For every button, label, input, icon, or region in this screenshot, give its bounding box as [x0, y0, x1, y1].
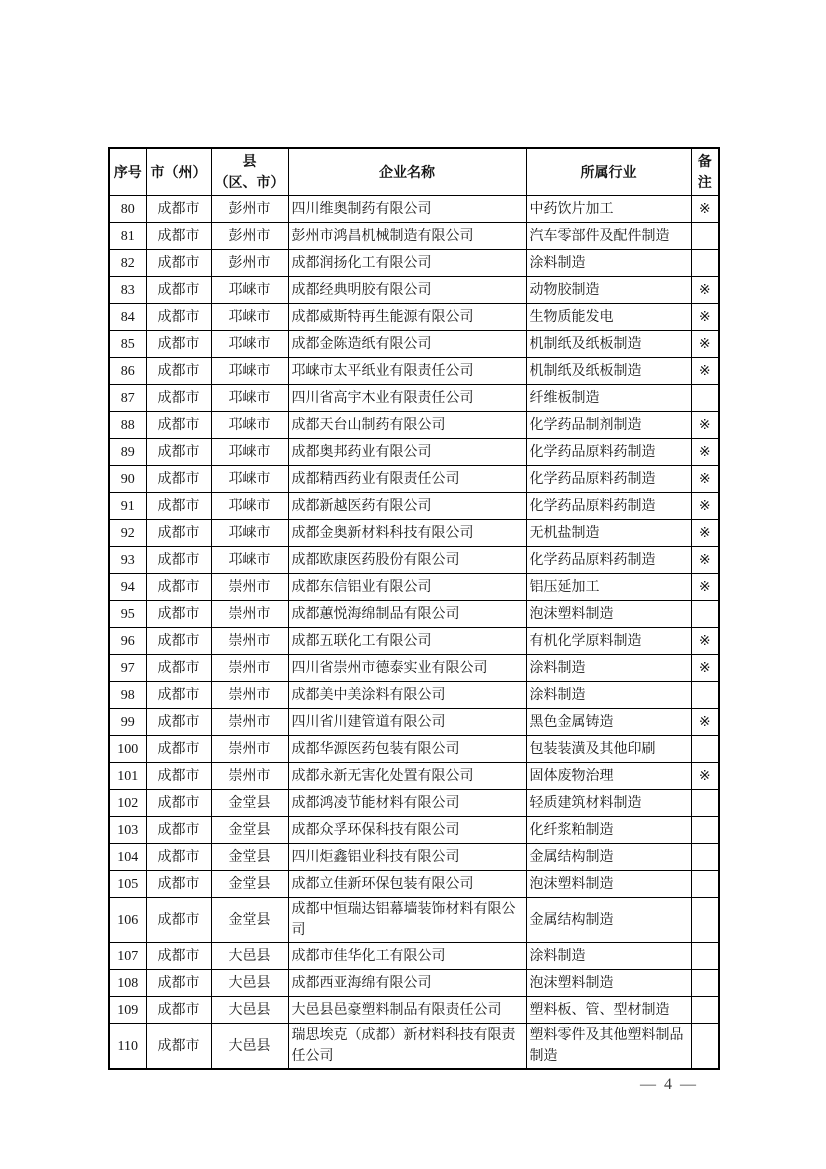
cell-city: 成都市 [146, 196, 211, 223]
cell-remark: ※ [691, 412, 719, 439]
cell-industry: 无机盐制造 [526, 520, 691, 547]
cell-city: 成都市 [146, 970, 211, 997]
table-row [109, 304, 719, 331]
header-col-remark: 备注 [691, 148, 719, 196]
cell-company: 成都润扬化工有限公司 [288, 250, 526, 277]
cell-index: 85 [109, 331, 146, 358]
cell-remark: ※ [691, 466, 719, 493]
cell-city: 成都市 [146, 466, 211, 493]
cell-index: 96 [109, 628, 146, 655]
cell-county: 邛崃市 [211, 304, 288, 331]
cell-index: 87 [109, 385, 146, 412]
cell-industry: 机制纸及纸板制造 [526, 358, 691, 385]
cell-city: 成都市 [146, 790, 211, 817]
cell-county: 彭州市 [211, 250, 288, 277]
cell-index: 97 [109, 655, 146, 682]
cell-company: 彭州市鸿昌机械制造有限公司 [288, 223, 526, 250]
cell-county: 大邑县 [211, 997, 288, 1024]
table-row [109, 574, 719, 601]
company-table-header [109, 148, 719, 196]
cell-county: 邛崃市 [211, 439, 288, 466]
cell-remark: ※ [691, 520, 719, 547]
cell-city: 成都市 [146, 943, 211, 970]
cell-county: 邛崃市 [211, 412, 288, 439]
cell-remark: ※ [691, 304, 719, 331]
cell-remark [691, 1024, 719, 1070]
header-col-county [211, 148, 288, 196]
cell-industry: 涂料制造 [526, 655, 691, 682]
cell-remark: ※ [691, 763, 719, 790]
cell-county: 崇州市 [211, 709, 288, 736]
header-col-index: 序号 [109, 148, 146, 196]
cell-company: 成都奥邦药业有限公司 [288, 439, 526, 466]
cell-remark: ※ [691, 331, 719, 358]
cell-index: 101 [109, 763, 146, 790]
cell-county: 彭州市 [211, 223, 288, 250]
cell-city: 成都市 [146, 385, 211, 412]
cell-county: 金堂县 [211, 844, 288, 871]
cell-index: 100 [109, 736, 146, 763]
cell-index: 103 [109, 817, 146, 844]
cell-remark [691, 601, 719, 628]
table-row [109, 493, 719, 520]
cell-industry: 涂料制造 [526, 250, 691, 277]
table-row [109, 790, 719, 817]
cell-remark [691, 943, 719, 970]
cell-company: 成都华源医药包装有限公司 [288, 736, 526, 763]
cell-company: 成都欧康医药股份有限公司 [288, 547, 526, 574]
cell-industry: 塑料零件及其他塑料制品制造 [526, 1024, 691, 1070]
cell-industry: 铝压延加工 [526, 574, 691, 601]
cell-remark [691, 385, 719, 412]
cell-county: 彭州市 [211, 196, 288, 223]
cell-remark: ※ [691, 277, 719, 304]
cell-company: 四川维奥制药有限公司 [288, 196, 526, 223]
cell-company: 成都精西药业有限责任公司 [288, 466, 526, 493]
cell-index: 88 [109, 412, 146, 439]
page-number: — 4 — [640, 1076, 698, 1093]
cell-company: 成都立佳新环保包装有限公司 [288, 871, 526, 898]
table-row [109, 223, 719, 250]
cell-city: 成都市 [146, 574, 211, 601]
cell-remark: ※ [691, 358, 719, 385]
cell-company: 四川省崇州市德泰实业有限公司 [288, 655, 526, 682]
cell-county: 大邑县 [211, 970, 288, 997]
cell-city: 成都市 [146, 682, 211, 709]
table-row [109, 736, 719, 763]
cell-remark [691, 817, 719, 844]
cell-company: 成都鸿凌节能材料有限公司 [288, 790, 526, 817]
cell-industry: 金属结构制造 [526, 898, 691, 943]
cell-industry: 涂料制造 [526, 943, 691, 970]
cell-industry: 机制纸及纸板制造 [526, 331, 691, 358]
cell-city: 成都市 [146, 628, 211, 655]
cell-industry: 化纤浆粕制造 [526, 817, 691, 844]
cell-company: 成都中恒瑞达铝幕墙装饰材料有限公司 [288, 898, 526, 943]
cell-city: 成都市 [146, 439, 211, 466]
cell-city: 成都市 [146, 763, 211, 790]
cell-index: 109 [109, 997, 146, 1024]
cell-remark [691, 898, 719, 943]
cell-company: 四川省川建管道有限公司 [288, 709, 526, 736]
table-row [109, 844, 719, 871]
cell-remark: ※ [691, 709, 719, 736]
cell-index: 80 [109, 196, 146, 223]
table-row [109, 817, 719, 844]
cell-company: 邛崃市太平纸业有限责任公司 [288, 358, 526, 385]
cell-remark [691, 250, 719, 277]
table-row [109, 358, 719, 385]
table-row [109, 628, 719, 655]
cell-remark: ※ [691, 439, 719, 466]
cell-company: 成都美中美涂料有限公司 [288, 682, 526, 709]
cell-industry: 汽车零部件及配件制造 [526, 223, 691, 250]
cell-city: 成都市 [146, 601, 211, 628]
cell-index: 107 [109, 943, 146, 970]
cell-city: 成都市 [146, 223, 211, 250]
cell-company: 成都市佳华化工有限公司 [288, 943, 526, 970]
cell-industry: 中药饮片加工 [526, 196, 691, 223]
cell-remark: ※ [691, 547, 719, 574]
table-row [109, 601, 719, 628]
cell-index: 91 [109, 493, 146, 520]
cell-remark: ※ [691, 628, 719, 655]
cell-index: 110 [109, 1024, 146, 1070]
cell-county: 邛崃市 [211, 493, 288, 520]
cell-city: 成都市 [146, 412, 211, 439]
cell-industry: 泡沫塑料制造 [526, 601, 691, 628]
cell-company: 瑞思埃克（成都）新材料科技有限责任公司 [288, 1024, 526, 1070]
cell-index: 89 [109, 439, 146, 466]
cell-index: 108 [109, 970, 146, 997]
cell-city: 成都市 [146, 844, 211, 871]
cell-index: 93 [109, 547, 146, 574]
cell-company: 成都金陈造纸有限公司 [288, 331, 526, 358]
cell-industry: 生物质能发电 [526, 304, 691, 331]
cell-remark: ※ [691, 574, 719, 601]
table-row [109, 871, 719, 898]
table-row [109, 331, 719, 358]
header-row [109, 148, 719, 196]
cell-index: 84 [109, 304, 146, 331]
cell-company: 成都威斯特再生能源有限公司 [288, 304, 526, 331]
cell-county: 邛崃市 [211, 547, 288, 574]
cell-city: 成都市 [146, 520, 211, 547]
header-col-industry: 所属行业 [526, 148, 691, 196]
cell-industry: 纤维板制造 [526, 385, 691, 412]
cell-company: 四川省高宇木业有限责任公司 [288, 385, 526, 412]
header-col-county-line1: 县 [242, 153, 257, 169]
cell-city: 成都市 [146, 304, 211, 331]
cell-city: 成都市 [146, 277, 211, 304]
cell-county: 崇州市 [211, 736, 288, 763]
cell-city: 成都市 [146, 871, 211, 898]
cell-city: 成都市 [146, 250, 211, 277]
cell-city: 成都市 [146, 709, 211, 736]
cell-industry: 包装装潢及其他印刷 [526, 736, 691, 763]
cell-index: 94 [109, 574, 146, 601]
cell-city: 成都市 [146, 736, 211, 763]
cell-industry: 黑色金属铸造 [526, 709, 691, 736]
cell-index: 102 [109, 790, 146, 817]
cell-county: 崇州市 [211, 655, 288, 682]
cell-county: 金堂县 [211, 898, 288, 943]
cell-county: 崇州市 [211, 682, 288, 709]
cell-county: 金堂县 [211, 790, 288, 817]
cell-city: 成都市 [146, 898, 211, 943]
cell-company: 成都蕙悦海绵制品有限公司 [288, 601, 526, 628]
cell-index: 104 [109, 844, 146, 871]
table-row [109, 277, 719, 304]
cell-city: 成都市 [146, 655, 211, 682]
cell-industry: 泡沫塑料制造 [526, 970, 691, 997]
cell-remark [691, 970, 719, 997]
table-row [109, 763, 719, 790]
cell-index: 98 [109, 682, 146, 709]
cell-industry: 轻质建筑材料制造 [526, 790, 691, 817]
cell-county: 金堂县 [211, 871, 288, 898]
table-row [109, 439, 719, 466]
table-row [109, 709, 719, 736]
cell-industry: 有机化学原料制造 [526, 628, 691, 655]
header-col-city: 市（州） [146, 148, 211, 196]
cell-remark [691, 736, 719, 763]
cell-index: 83 [109, 277, 146, 304]
cell-county: 崇州市 [211, 763, 288, 790]
cell-county: 大邑县 [211, 1024, 288, 1070]
cell-industry: 动物胶制造 [526, 277, 691, 304]
cell-remark: ※ [691, 493, 719, 520]
header-col-company: 企业名称 [288, 148, 526, 196]
cell-remark [691, 223, 719, 250]
cell-industry: 固体废物治理 [526, 763, 691, 790]
cell-county: 大邑县 [211, 943, 288, 970]
table-row [109, 547, 719, 574]
cell-county: 金堂县 [211, 817, 288, 844]
cell-city: 成都市 [146, 1024, 211, 1070]
table-row [109, 898, 719, 943]
cell-city: 成都市 [146, 358, 211, 385]
cell-city: 成都市 [146, 817, 211, 844]
header-col-county-line2: （区、市） [214, 174, 285, 190]
cell-index: 106 [109, 898, 146, 943]
table-row [109, 655, 719, 682]
cell-industry: 化学药品原料药制造 [526, 466, 691, 493]
cell-remark: ※ [691, 196, 719, 223]
cell-county: 崇州市 [211, 601, 288, 628]
cell-company: 成都永新无害化处置有限公司 [288, 763, 526, 790]
cell-county: 崇州市 [211, 574, 288, 601]
cell-industry: 化学药品原料药制造 [526, 547, 691, 574]
cell-county: 邛崃市 [211, 358, 288, 385]
table-row [109, 196, 719, 223]
cell-county: 邛崃市 [211, 277, 288, 304]
cell-industry: 塑料板、管、型材制造 [526, 997, 691, 1024]
cell-company: 成都经典明胶有限公司 [288, 277, 526, 304]
cell-company: 成都天台山制药有限公司 [288, 412, 526, 439]
cell-county: 崇州市 [211, 628, 288, 655]
cell-remark [691, 682, 719, 709]
cell-index: 81 [109, 223, 146, 250]
table-row [109, 520, 719, 547]
cell-county: 邛崃市 [211, 385, 288, 412]
table-row [109, 1024, 719, 1070]
cell-company: 成都西亚海绵有限公司 [288, 970, 526, 997]
cell-company: 成都金奥新材料科技有限公司 [288, 520, 526, 547]
cell-city: 成都市 [146, 997, 211, 1024]
cell-company: 成都五联化工有限公司 [288, 628, 526, 655]
cell-company: 成都东信铝业有限公司 [288, 574, 526, 601]
cell-remark: ※ [691, 655, 719, 682]
cell-remark [691, 997, 719, 1024]
table-row [109, 682, 719, 709]
cell-index: 92 [109, 520, 146, 547]
cell-county: 邛崃市 [211, 466, 288, 493]
cell-company: 大邑县邑豪塑料制品有限责任公司 [288, 997, 526, 1024]
cell-index: 90 [109, 466, 146, 493]
table-row [109, 412, 719, 439]
cell-city: 成都市 [146, 331, 211, 358]
cell-index: 82 [109, 250, 146, 277]
company-table-body [109, 196, 719, 1070]
cell-index: 99 [109, 709, 146, 736]
table-row [109, 385, 719, 412]
cell-industry: 泡沫塑料制造 [526, 871, 691, 898]
table-row [109, 997, 719, 1024]
cell-index: 105 [109, 871, 146, 898]
table-row [109, 970, 719, 997]
cell-index: 86 [109, 358, 146, 385]
cell-company: 四川炬鑫铝业科技有限公司 [288, 844, 526, 871]
cell-remark [691, 871, 719, 898]
table-row [109, 466, 719, 493]
cell-company: 成都新越医药有限公司 [288, 493, 526, 520]
cell-industry: 涂料制造 [526, 682, 691, 709]
cell-remark [691, 844, 719, 871]
cell-county: 邛崃市 [211, 520, 288, 547]
cell-index: 95 [109, 601, 146, 628]
cell-industry: 化学药品原料药制造 [526, 493, 691, 520]
cell-city: 成都市 [146, 547, 211, 574]
cell-company: 成都众孚环保科技有限公司 [288, 817, 526, 844]
table-row [109, 943, 719, 970]
table-row [109, 250, 719, 277]
cell-city: 成都市 [146, 493, 211, 520]
company-table [108, 147, 720, 1070]
cell-industry: 化学药品制剂制造 [526, 412, 691, 439]
cell-industry: 化学药品原料药制造 [526, 439, 691, 466]
cell-remark [691, 790, 719, 817]
cell-industry: 金属结构制造 [526, 844, 691, 871]
cell-county: 邛崃市 [211, 331, 288, 358]
